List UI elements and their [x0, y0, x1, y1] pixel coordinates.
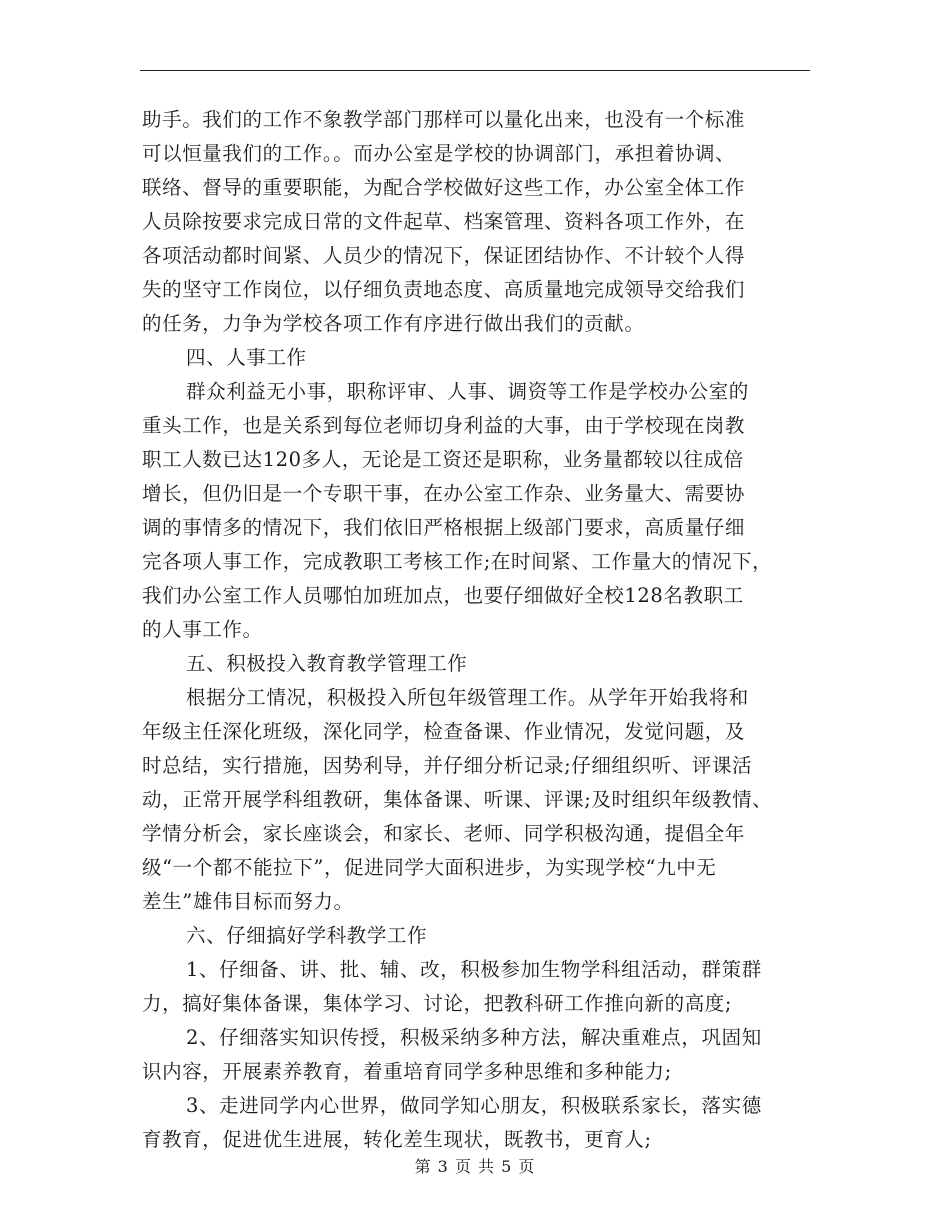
text-line: 重头工作，也是关系到每位老师切身利益的大事，由于学校现在岗教	[142, 414, 746, 437]
text-line: 我们办公室工作人员哪怕加班加点，也要仔细做好全校128名教职工	[142, 584, 744, 607]
text-line: 职工人数已达120多人，无论是工资还是职称，业务量都较以往成倍	[142, 448, 744, 471]
text-line: 的任务，力争为学校各项工作有序进行做出我们的贡献。	[142, 312, 645, 335]
section-heading: 六、仔细搞好学科教学工作	[186, 924, 428, 947]
text-line: 各项活动都时间紧、人员少的情况下，保证团结协作、不计较个人得	[142, 244, 746, 267]
text-line: 增长，但仍旧是一个专职干事，在办公室工作杂、业务量大、需要协	[142, 482, 746, 505]
section-heading: 五、积极投入教育教学管理工作	[186, 652, 468, 675]
text-line: 3、走进同学内心世界，做同学知心朋友，积极联系家长，落实德	[186, 1094, 762, 1117]
text-line: 失的坚守工作岗位，以仔细负责地态度、高质量地完成领导交给我们	[142, 278, 746, 301]
text-line: 调的事情多的情况下，我们依旧严格根据上级部门要求，高质量仔细	[142, 516, 746, 539]
text-line: 时总结，实行措施，因势利导，并仔细分析记录;仔细组织听、评课活	[142, 754, 753, 777]
text-line: 差生”雄伟目标而努力。	[142, 890, 354, 913]
text-line: 识内容，开展素养教育，着重培育同学多种思维和多种能力;	[142, 1060, 672, 1083]
header-rule	[140, 70, 810, 71]
text-line: 2、仔细落实知识传授，积极采纳多种方法，解决重难点，巩固知	[186, 1026, 762, 1049]
text-line: 动，正常开展学科组教研，集体备课、听课、评课;及时组织年级教情、	[142, 788, 773, 811]
text-line: 可以恒量我们的工作。。而办公室是学校的协调部门，承担着协调、	[142, 142, 736, 165]
text-line: 群众利益无小事，职称评审、人事、调资等工作是学校办公室的	[186, 380, 749, 403]
page-number: 第 3 页 共 5 页	[414, 1157, 536, 1176]
text-line: 育教育，促进优生进展，转化差生现状，既教书，更育人;	[142, 1128, 652, 1151]
text-line: 年级主任深化班级，深化同学，检查备课、作业情况，发觉问题，及	[142, 720, 746, 743]
text-line: 联络、督导的重要职能，为配合学校做好这些工作，办公室全体工作	[142, 176, 746, 199]
text-line: 力，搞好集体备课，集体学习、讨论，把教科研工作推向新的高度;	[142, 992, 733, 1015]
section-heading: 四、人事工作	[186, 346, 307, 369]
text-line: 人员除按要求完成日常的文件起草、档案管理、资料各项工作外，在	[142, 210, 746, 233]
text-line: 根据分工情况，积极投入所包年级管理工作。从学年开始我将和	[186, 686, 749, 709]
text-line: 学情分析会，家长座谈会，和家长、老师、同学积极沟通，提倡全年	[142, 822, 746, 845]
text-line: 的人事工作。	[142, 618, 263, 641]
text-line: 完各项人事工作，完成教职工考核工作;在时间紧、工作量大的情况下，	[142, 550, 773, 573]
text-line: 助手。我们的工作不象教学部门那样可以量化出来，也没有一个标准	[142, 108, 746, 131]
text-line: 1、仔细备、讲、批、辅、改，积极参加生物学科组活动，群策群	[186, 958, 762, 981]
text-line: 级“一个都不能拉下”，促进同学大面积进步，为实现学校“九中无	[142, 856, 717, 879]
